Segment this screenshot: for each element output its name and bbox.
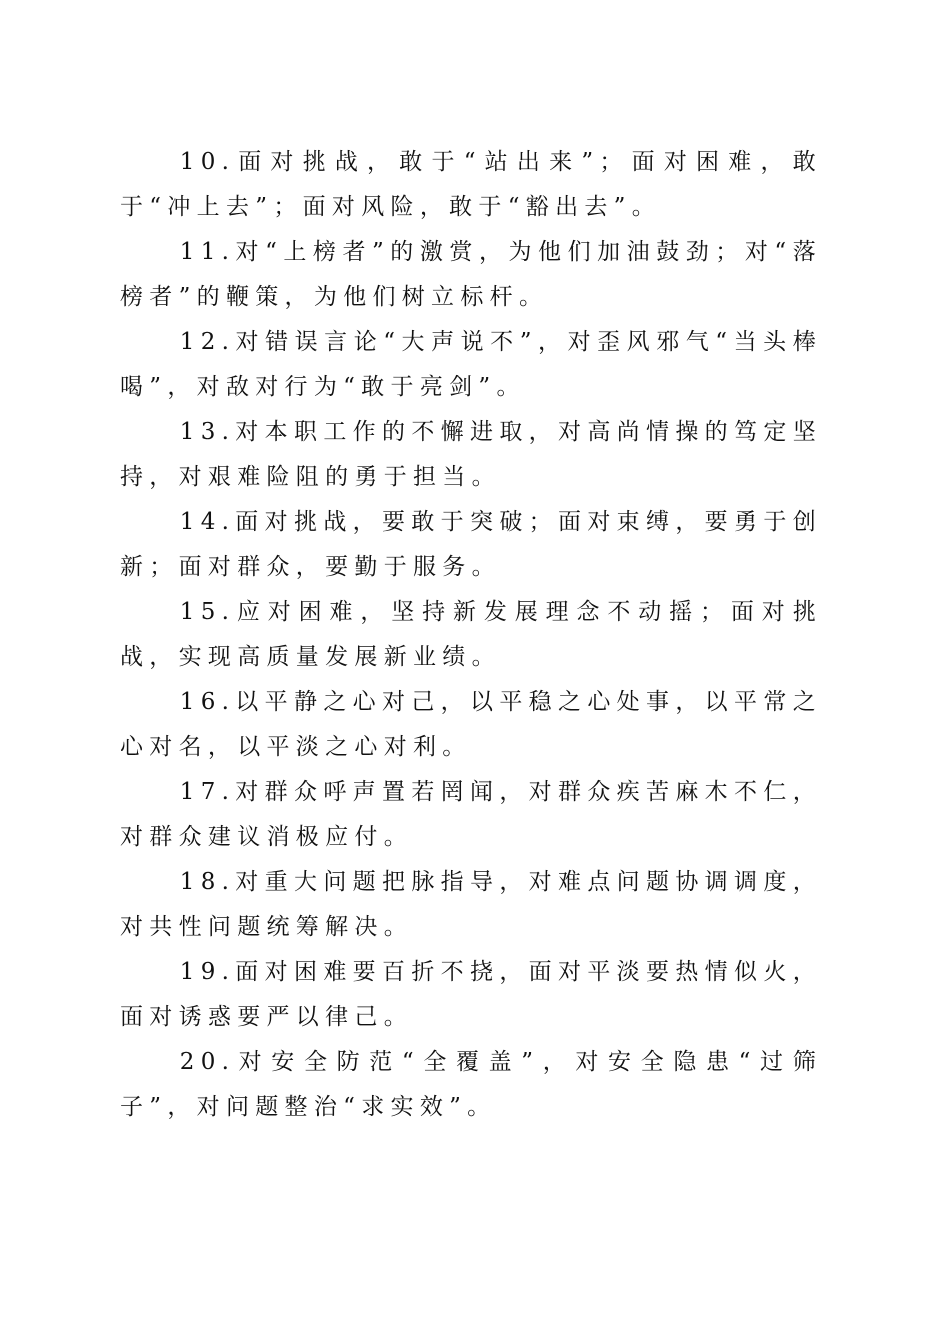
- list-item-17: 17.对群众呼声置若罔闻，对群众疾苦麻木不仁，对群众建议消极应付。: [120, 779, 822, 850]
- list-item-13: 13.对本职工作的不懈进取，对高尚情操的笃定坚持，对艰难险阻的勇于担当。: [120, 419, 822, 490]
- document-body: [120, 140, 822, 1130]
- list-item-19: 19.面对困难要百折不挠，面对平淡要热情似火，面对诱惑要严以律己。: [120, 959, 822, 1030]
- list-item-15: 15.应对困难，坚持新发展理念不动摇；面对挑战，实现高质量发展新业绩。: [120, 599, 822, 670]
- list-item-18: 18.对重大问题把脉指导，对难点问题协调调度，对共性问题统筹解决。: [120, 869, 822, 940]
- list-item-12: 12.对错误言论“大声说不”，对歪风邪气“当头棒喝”，对敌对行为“敢于亮剑”。: [120, 329, 822, 400]
- list-item-10: 10.面对挑战，敢于“站出来”；面对困难，敢于“冲上去”；面对风险，敢于“豁出去”。: [120, 149, 822, 220]
- list-item-16: 16.以平静之心对己，以平稳之心处事，以平常之心对名，以平淡之心对利。: [120, 689, 822, 760]
- list-item-11: 11.对“上榜者”的激赏，为他们加油鼓劲；对“落榜者”的鞭策，为他们树立标杆。: [120, 239, 822, 310]
- list-item-14: 14.面对挑战，要敢于突破；面对束缚，要勇于创新；面对群众，要勤于服务。: [120, 509, 822, 580]
- list-item-20: 20.对安全防范“全覆盖”，对安全隐患“过筛子”，对问题整治“求实效”。: [120, 1049, 822, 1120]
